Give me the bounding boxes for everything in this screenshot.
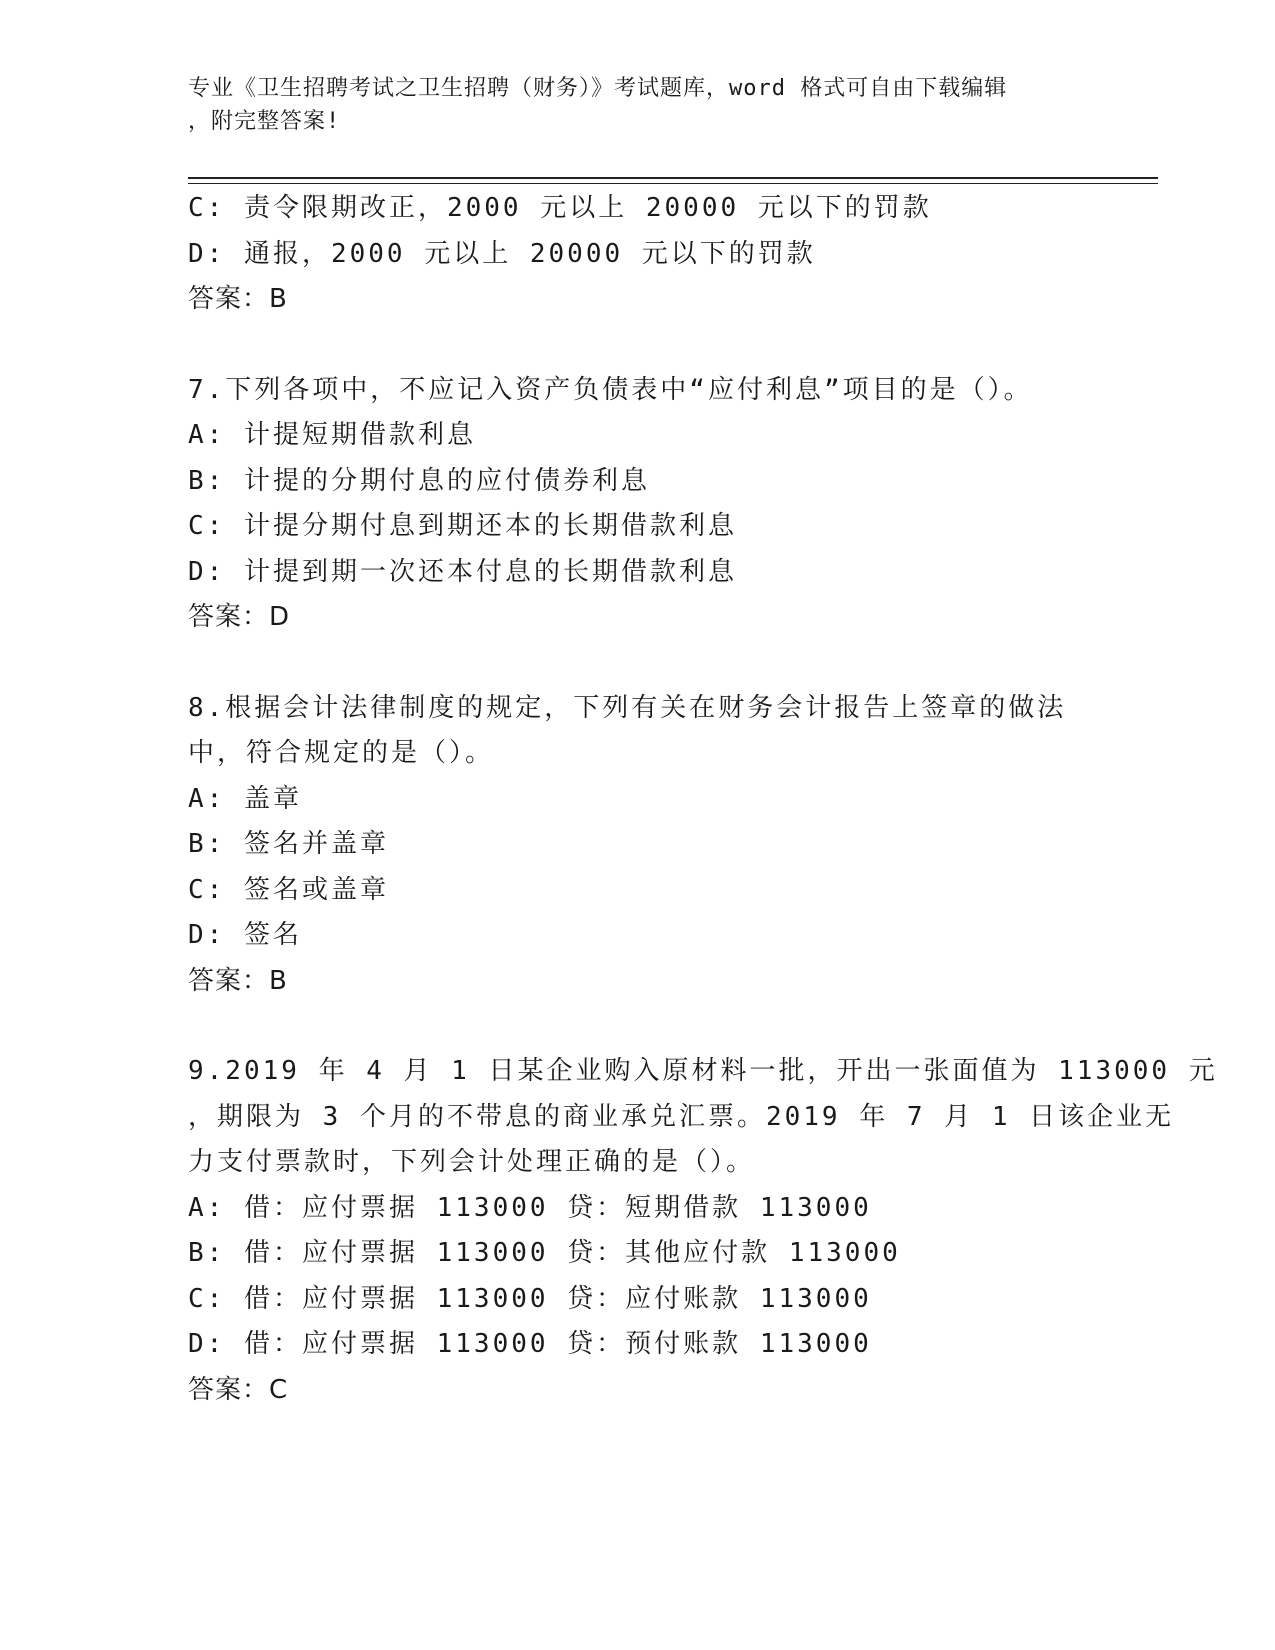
- answer: 答案：B: [188, 284, 288, 314]
- spacer: [188, 1004, 1088, 1049]
- option-a: A: 盖章: [188, 783, 302, 814]
- header-line-1: 专业《卫生招聘考试之卫生招聘（财务）》考试题库，word 格式可自由下载编辑: [188, 76, 1008, 101]
- option-b: B: 计提的分期付息的应付债券利息: [188, 465, 650, 496]
- question-stem-line-2: 中，符合规定的是（）。: [188, 738, 495, 768]
- question-stem-line-1: 9.2019 年 4 月 1 日某企业购入原材料一批，开出一张面值为 113000 元: [188, 1056, 1218, 1086]
- spacer: [188, 641, 1088, 686]
- question-stem: 7.下列各项中，不应记入资产负债表中“应付利息”项目的是（）。: [188, 374, 1033, 405]
- answer: 答案：C: [188, 1374, 289, 1405]
- question-9: [188, 1049, 1218, 1413]
- header-divider-thick: [188, 177, 1158, 179]
- question-8: [188, 686, 1088, 1005]
- answer: 答案：B: [188, 965, 288, 996]
- answer: 答案：D: [188, 602, 291, 632]
- header-divider-thin: [188, 183, 1158, 184]
- option-b: B: 签名并盖章: [188, 829, 389, 859]
- question-7: [188, 368, 1088, 641]
- option-c: C: 签名或盖章: [188, 874, 389, 905]
- option-a: A: 计提短期借款利息: [188, 420, 476, 450]
- option-c: C: 责令限期改正，2000 元以上 20000 元以下的罚款: [188, 193, 932, 223]
- question-list: [188, 186, 1218, 1413]
- question-stem-line-2: ，期限为 3 个月的不带息的商业承兑汇票。2019 年 7 月 1 日该企业无: [188, 1101, 1175, 1132]
- question-stem-line-3: 力支付票款时，下列会计处理正确的是（）。: [188, 1147, 756, 1177]
- header-line-2: ，附完整答案!: [188, 109, 341, 134]
- option-c: C: 计提分期付息到期还本的长期借款利息: [188, 511, 737, 541]
- option-a: A: 借：应付票据 113000 贷：短期借款 113000: [188, 1192, 872, 1223]
- question-stem-line-1: 8.根据会计法律制度的规定，下列有关在财务会计报告上签章的做法: [188, 692, 1067, 723]
- spacer: [188, 323, 1088, 368]
- option-d: D: 通报，2000 元以上 20000 元以下的罚款: [188, 238, 816, 269]
- option-d: D: 借：应付票据 113000 贷：预付账款 113000: [188, 1329, 872, 1359]
- option-c: C: 借：应付票据 113000 贷：应付账款 113000: [188, 1283, 872, 1314]
- option-d: D: 计提到期一次还本付息的长期借款利息: [188, 556, 737, 587]
- option-d: D: 签名: [188, 920, 302, 950]
- document-header: [188, 72, 1088, 138]
- option-b: B: 借：应付票据 113000 贷：其他应付款 113000: [188, 1238, 901, 1268]
- question-6-continued: [188, 186, 1088, 323]
